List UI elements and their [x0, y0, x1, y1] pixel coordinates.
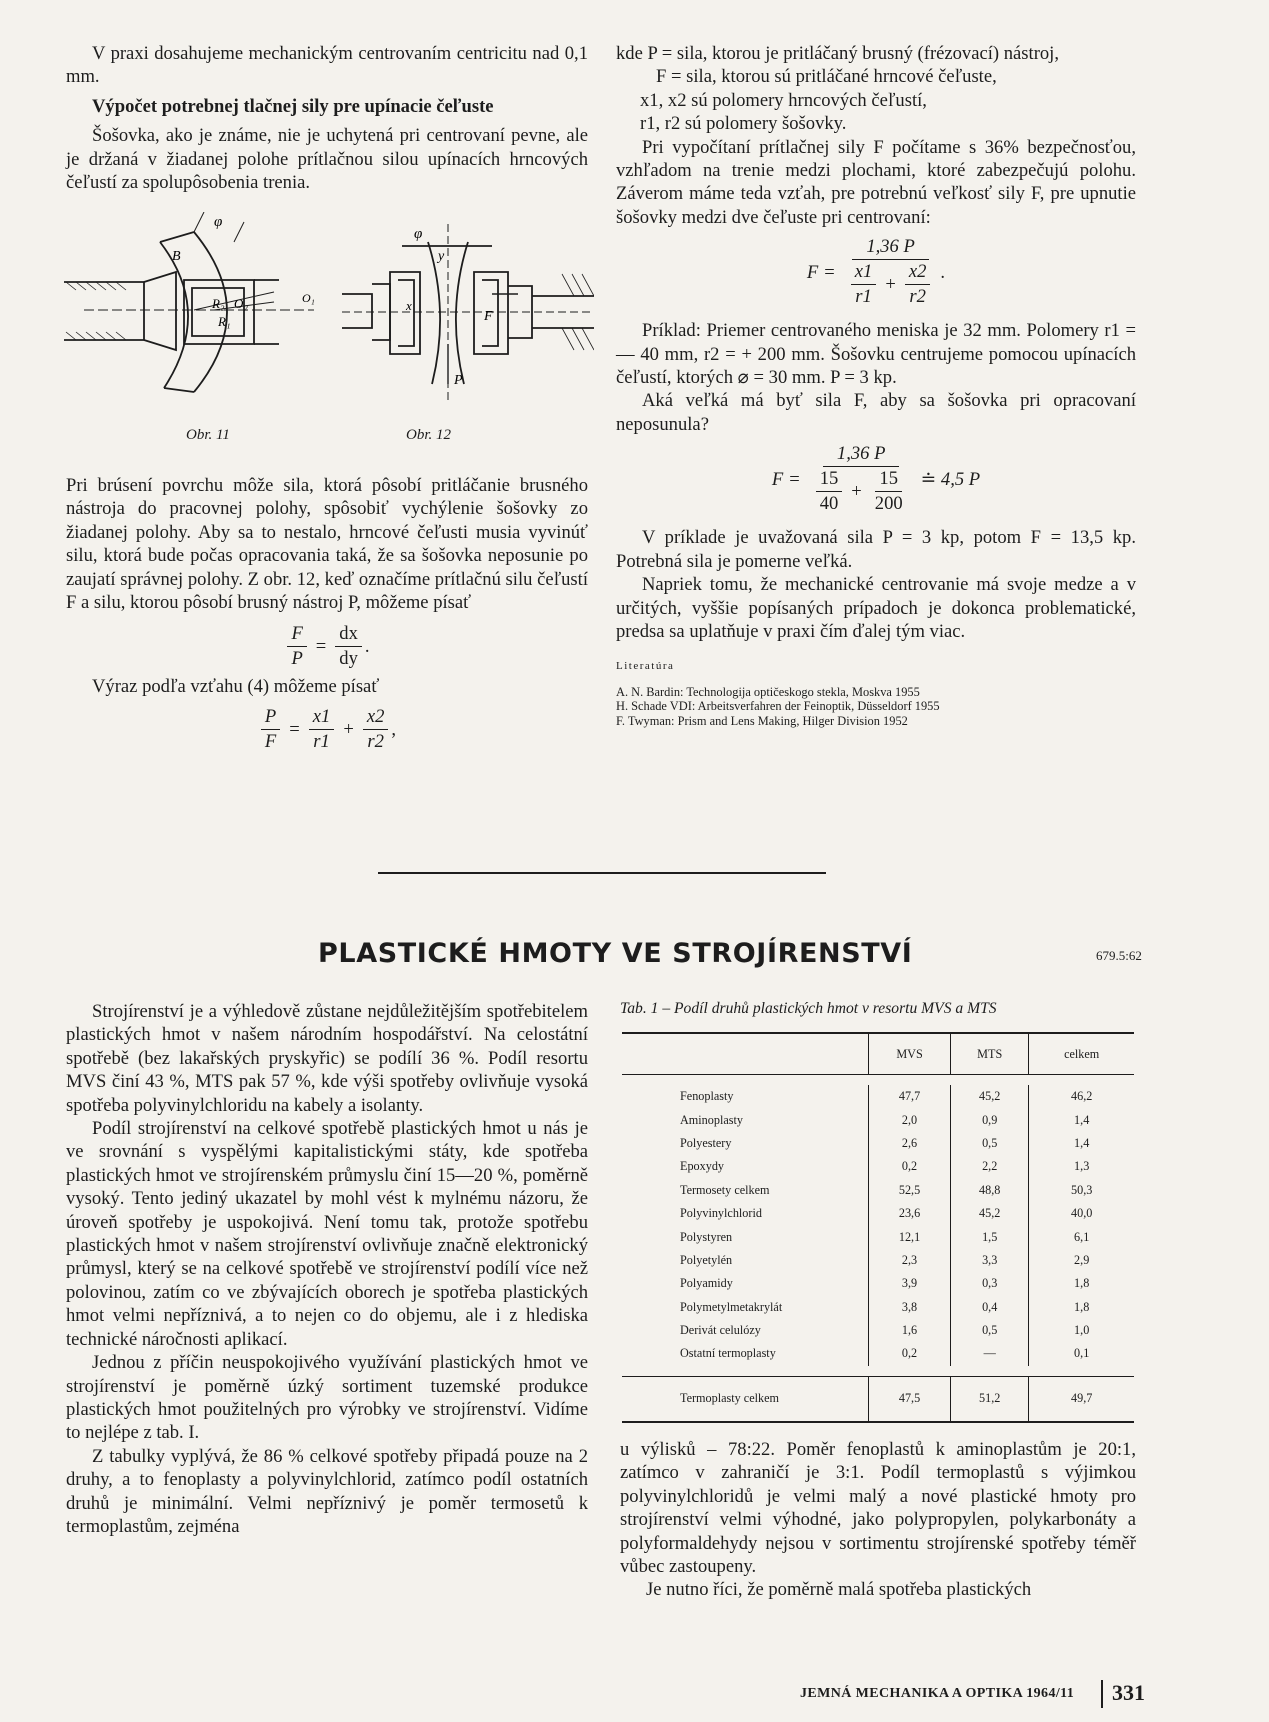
definition: x1, x2 sú polomery hrncových čeľustí, [640, 89, 927, 111]
table-cell: 0,2 [869, 1155, 951, 1178]
table-cell: Derivát celulózy [680, 1323, 761, 1338]
table-row [622, 1108, 1134, 1131]
eq4-num: 1,36 P [823, 442, 900, 467]
paragraph: Príklad: Priemer centrovaného meniska je 32 mm. Polomery r1 = — 40 mm, r2 = + 200 mm. Šošovku centrujeme pomocou upínacích čeľustí, ktorých ⌀ = 30 mm. P = 3 kp. [616, 320, 1136, 389]
table-cell: 3,8 [869, 1296, 951, 1319]
paragraph: V príklade je uvažovaná sila P = 3 kp, potom F = 13,5 kp. Potrebná sila je pomerne veľká. [616, 527, 1136, 572]
eq3-num: 1,36 P [852, 235, 929, 260]
table-cell: 52,5 [869, 1179, 951, 1202]
eq3-t2-num: x2 [905, 260, 931, 285]
definition: kde P = sila, ktorou je pritláčaný brusný (frézovací) nástroj, [616, 43, 1059, 64]
table-cell: 0,1 [1029, 1342, 1134, 1365]
article-title: PLASTICKÉ HMOTY VE STROJÍRENSTVÍ [318, 938, 913, 969]
table-cell: 1,4 [1029, 1132, 1134, 1155]
table-total-row [622, 1376, 1134, 1422]
table-cell: 1,8 [1029, 1272, 1134, 1295]
table-header-cell: celkem [1029, 1033, 1134, 1075]
fig11-label-b: B [172, 249, 181, 264]
table-row [622, 1319, 1134, 1342]
paragraph: Strojírenství je a výhledově zůstane nejdůležitějším spotřebitelem plastických hmot v našem národním hospodářství. Na celostátní spotřebě (bez lakařských pryskyřic) se podílí 36 %. Podíl resortu MVS činí 43 %, MTS pak 57 %, kde výši spotřeby ovlivňuje vysoká spotřeba polyvinylchloridu na kabely a isolanty. [66, 1001, 588, 1116]
figure-12 [342, 224, 594, 400]
fig11-label-o1: O₁ [302, 291, 315, 305]
table-cell: Aminoplasty [680, 1112, 743, 1127]
eq3-t1-num: x1 [851, 260, 877, 285]
equation-2: $\frac{P}{F}$ = $\frac{x1}{r1}$ + $\frac{x2}{r2}$ , [66, 705, 588, 754]
table-cell: 0,2 [869, 1342, 951, 1365]
fig12-label-phi: φ [414, 226, 423, 242]
table-header-cell: MTS [951, 1033, 1029, 1075]
literature-list [616, 685, 1136, 729]
table-cell: 45,2 [951, 1202, 1029, 1225]
table-cell: 1,8 [1029, 1296, 1134, 1319]
table-cell: 2,2 [951, 1155, 1029, 1178]
table-cell: 2,6 [869, 1132, 951, 1155]
table-cell: 48,8 [951, 1179, 1029, 1202]
paragraph: u výlisků – 78:22. Poměr fenoplastů k aminoplastům je 20:1, zatímco v zahraničí je 3:1. Podíl termoplastů s výjimkou polyvinylchloridů je velmi malý a nové plastické hmoty pro strojírenství velmi výhodné, jako polypropylen, polykarbonáty a polyformaldehydy nejsou v sortimentu strojírenské spotřeby téměř vůbec zastoupeny. [620, 1439, 1136, 1578]
fig12-label-x: x [406, 298, 412, 313]
fig11-label-phi: φ [214, 214, 223, 230]
fig12-label-y: y [438, 249, 445, 264]
paragraph: Je nutno říci, že poměrně malá spotřeba plastických [646, 1579, 1032, 1601]
paragraph: Napriek tomu, že mechanické centrovanie má svoje medze a v určitých, vyššie popísaných prípadoch je dokonca problematické, predsa sa uplatňuje v praxi čím ďalej tým viac. [616, 574, 1136, 642]
table-cell: 1,0 [1029, 1319, 1134, 1342]
table-cell: Polyestery [680, 1135, 732, 1150]
figure-11-caption: Obr. 11 [186, 427, 230, 443]
table-row [622, 1225, 1134, 1248]
paragraph: Pri brúsení povrchu môže sila, ktorá pôsobí pritláčanie brusného nástroja do pracovnej polohy, spôsobiť vychýlenie šošovky zo žiadanej polohy. Aby sa to nestalo, hrncové čeľusti musia vyvinúť silu, ktorá bude počas opracovania taká, že sa šošovka neposunie po zaujatí správnej polohy. Z obr. 12, keď označíme prítlačnú silu čeľustí F a silu, ktorou pôsobí brusný nástroj P, môžeme písať [66, 475, 588, 614]
eq1-tail: . [364, 636, 370, 658]
eq1-lhs-num: F [287, 622, 306, 647]
eq2-lhs-num: P [261, 705, 280, 730]
eq2-t2-num: x2 [363, 705, 389, 730]
fig11-label-o2: O₂ [234, 296, 248, 311]
table-cell: 1,4 [1029, 1108, 1134, 1131]
eq4-t2-num: 15 [875, 467, 902, 492]
table-cell: 3,3 [951, 1249, 1029, 1272]
eq2-tail: , [391, 718, 397, 740]
table-title: Tab. 1 – Podíl druhů plastických hmot v resortu MVS a MTS [620, 1000, 997, 1017]
table-cell: 46,2 [1029, 1085, 1134, 1108]
table-cell: Termosety celkem [680, 1182, 770, 1197]
table-row [622, 1202, 1134, 1225]
table-cell: Polyetylén [680, 1252, 733, 1267]
table-cell: — [951, 1342, 1029, 1365]
equation-3: F = 1,36 P $\frac{x1}{r1}$ + $\frac{x2}{r2}$ . [806, 236, 946, 308]
consumption-table [622, 1032, 1134, 1423]
footer-divider [1101, 1680, 1103, 1708]
eq2-t1-den: r1 [313, 730, 330, 752]
table-cell: 47,5 [869, 1376, 951, 1422]
eq2-lhs-den: F [264, 730, 277, 752]
eq3-t2-den: r2 [909, 286, 926, 308]
eq4-lhs: F [771, 468, 784, 490]
paragraph: Šošovka, ako je známe, nie je uchytená pri centrovaní pevne, ale je držaná v žiadanej polohe prítlačnou silou upínacích hrncových čeľustí za spolupôsobenia trenia. [66, 125, 588, 194]
table-cell: Polyvinylchlorid [680, 1206, 762, 1221]
table-cell: 2,0 [869, 1108, 951, 1131]
paragraph: Z tabulky vyplývá, že 86 % celkové spotřeby připadá pouze na 2 druhy, a to fenoplasty a polyvinylchlorid, zatímco podíl ostatních druhů je minimální. Velmi nepříznivý je poměr termosetů k termoplastům, zejména [66, 1445, 588, 1537]
table-cell: Ostatní termoplasty [680, 1346, 776, 1361]
paragraph: Pri vypočítaní prítlačnej sily F počítame s 36% bezpečnosťou, vzhľadom na trenie medzi plochami, ktoré zabezpečujú polohu. Záverom máme teda vzťah, pre potrebnú veľkosť sily F, pre upnutie šošovky medzi dve čeľuste pri centrovaní: [616, 136, 1136, 228]
table-cell: 49,7 [1029, 1376, 1134, 1422]
paragraph: Výraz podľa vzťahu (4) môžeme písať [92, 676, 380, 698]
eq4-t1-den: 40 [819, 493, 839, 515]
table-cell: Polystyren [680, 1229, 733, 1244]
paragraph: Podíl strojírenství na celkové spotřebě plastických hmot u nás je ve srovnání s vyspělými kapitalistickými státy, kde spotřeba plastických hmot ve strojírenském průmyslu činí 15—20 %, poměrně vysoký. Tento jediný ukazatel by mohl vést k mylnému názoru, že úroveň spotřeby je uspokojivá. Není tomu tak, protože spotřebu plastických hmot v našem strojírenství ovlivňuje značně elektronický průmysl, který se na celkové spotřebě ve strojírenství podílí více než polovinou, zatím co ve zbývajících oborech je spotřeba plastických hmot velmi nepříznivá, a to nejen co do objemu, ale i z hlediska technické náročnosti aplikací. [66, 1118, 588, 1350]
left-top-column [66, 42, 588, 194]
right-top-column [616, 42, 1136, 728]
literature-item: A. N. Bardin: Technologija optičeskogo stekla, Moskva 1955 [616, 684, 920, 699]
fig11-label-r2: R₂ [212, 296, 225, 311]
article-right-column [620, 1438, 1136, 1602]
paragraph: Aká veľká má byť sila F, aby sa šošovka pri opracovaní neposunula? [616, 390, 1136, 435]
table-cell: 2,9 [1029, 1249, 1134, 1272]
table-cell: 0,5 [951, 1132, 1029, 1155]
paragraph: V praxi dosahujeme mechanickým centrovaním centricitu nad 0,1 mm. [66, 43, 588, 88]
table-cell: 2,3 [869, 1249, 951, 1272]
journal-footer: JEMNÁ MECHANIKA A OPTIKA 1964/11 [800, 1686, 1075, 1701]
eq2-t1-num: x1 [309, 705, 335, 730]
table-cell: 0,9 [951, 1108, 1029, 1131]
table-cell: 6,1 [1029, 1225, 1134, 1248]
equation-1: $\frac{F}{P}$ = $\frac{dx}{dy}$ . [66, 622, 588, 671]
article-left-column [66, 1000, 588, 1538]
table-cell: 51,2 [951, 1376, 1029, 1422]
eq1-rhs-den: dy [339, 648, 358, 670]
eq1-rhs-num: dx [335, 622, 362, 647]
eq4-result: ≐ 4,5 P [920, 468, 981, 490]
table-cell: 40,0 [1029, 1202, 1134, 1225]
table-row [622, 1085, 1134, 1108]
table-cell: 12,1 [869, 1225, 951, 1248]
udc-code: 679.5:62 [1096, 948, 1142, 963]
table-row [622, 1155, 1134, 1178]
paragraph: Jednou z příčin neuspokojivého využívání plastických hmot ve strojírenství je poměrně úzký sortiment tuzemské produkce plastických hmot použitelných pro výrobky ve strojírenství. Vidíme to nejlépe z tab. I. [66, 1352, 588, 1444]
table-cell: Termoplasty celkem [622, 1376, 869, 1422]
table-cell: 0,3 [951, 1272, 1029, 1295]
table-cell: Epoxydy [680, 1159, 725, 1174]
table-cell: Polymetylmetakrylát [680, 1299, 783, 1314]
page-number: 331 [1112, 1680, 1145, 1705]
table-row [622, 1179, 1134, 1202]
table-cell: 1,6 [869, 1319, 951, 1342]
table-cell: Polyamidy [680, 1276, 733, 1291]
definition: F = sila, ktorou sú pritláčané hrncové čeľuste, [656, 66, 997, 88]
table-cell: 0,4 [951, 1296, 1029, 1319]
table-cell: 23,6 [869, 1202, 951, 1225]
figure-12-caption: Obr. 12 [406, 427, 452, 443]
table-row [622, 1249, 1134, 1272]
literature-heading: Literatúra [616, 660, 675, 673]
eq1-lhs-den: P [291, 648, 303, 670]
table-cell: 1,5 [951, 1225, 1029, 1248]
eq3-t1-den: r1 [855, 286, 872, 308]
table-row [622, 1132, 1134, 1155]
fig12-label-p: P [454, 373, 463, 388]
table-row [622, 1342, 1134, 1365]
eq3-lhs: F [806, 261, 819, 283]
table-header-cell [622, 1033, 869, 1075]
table-header-row [622, 1033, 1134, 1075]
equation-4: F = 1,36 P $\frac{15}{40}$ + $\frac{15}{200}$ ≐ 4,5 P [771, 443, 981, 515]
eq4-t2-den: 200 [874, 493, 903, 515]
table-cell: 50,3 [1029, 1179, 1134, 1202]
section-heading: Výpočet potrebnej tlačnej sily pre upínacie čeľuste [92, 95, 494, 117]
literature-item: H. Schade VDI: Arbeitsverfahren der Feinoptik, Düsseldorf 1955 [616, 699, 940, 714]
eq4-t1-num: 15 [816, 467, 843, 492]
table-cell: 0,5 [951, 1319, 1029, 1342]
table-row [622, 1296, 1134, 1319]
table-cell: 47,7 [869, 1085, 951, 1108]
literature-item: F. Twyman: Prism and Lens Making, Hilger Division 1952 [616, 713, 908, 728]
fig12-label-f: F [484, 309, 493, 324]
section-divider [378, 872, 826, 874]
eq2-t2-den: r2 [367, 730, 384, 752]
definition: r1, r2 sú polomery šošovky. [640, 113, 847, 135]
table-row [622, 1272, 1134, 1295]
fig11-label-r1: R₁ [218, 314, 231, 329]
table-cell: 45,2 [951, 1085, 1029, 1108]
table-cell: 1,3 [1029, 1155, 1134, 1178]
eq3-tail: . [940, 261, 946, 283]
left-middle-column [66, 474, 588, 760]
table-header-cell: MVS [869, 1033, 951, 1075]
table-cell: Fenoplasty [680, 1089, 734, 1104]
table-cell: 3,9 [869, 1272, 951, 1295]
figure-11 [64, 212, 326, 402]
